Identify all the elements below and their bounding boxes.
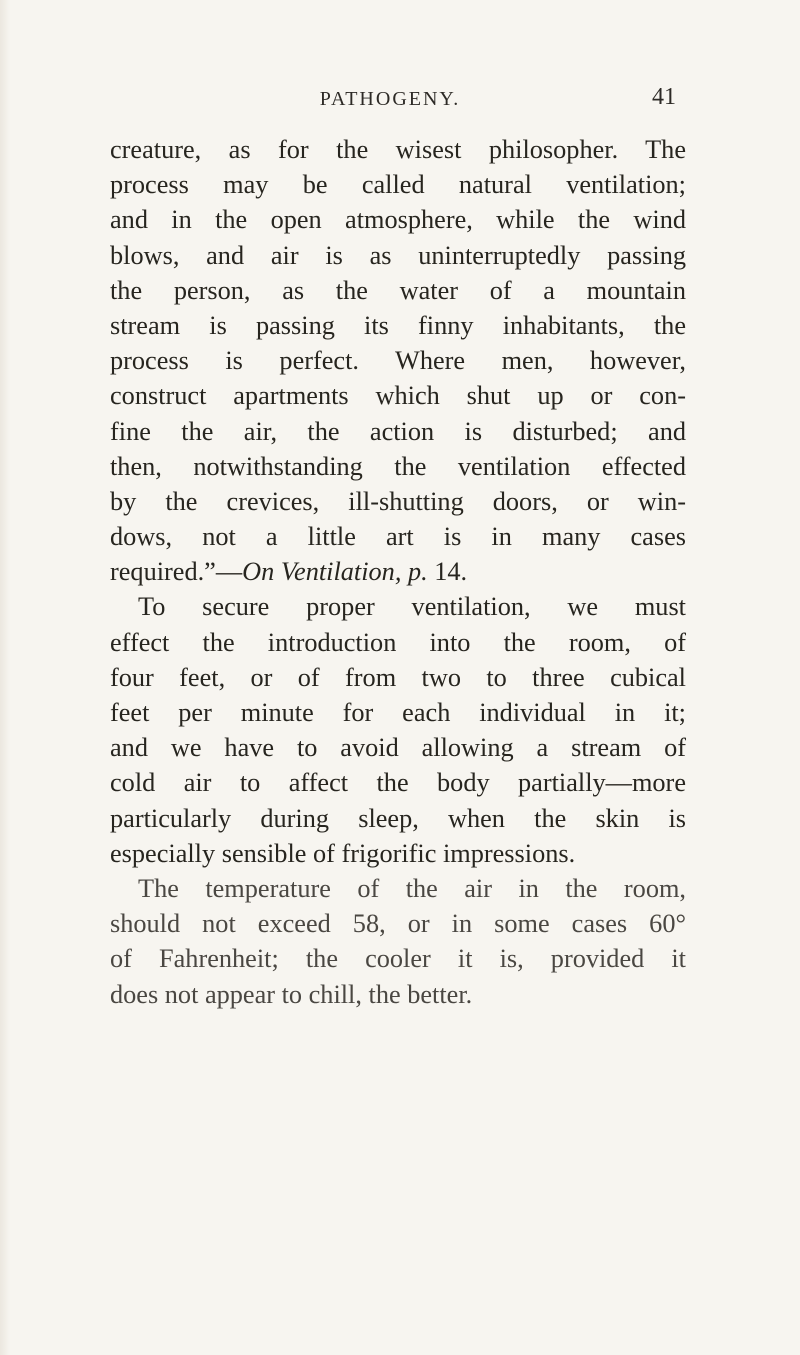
- running-head: PATHOGENY.: [319, 88, 461, 110]
- text-line: then, notwithstanding the ventilation effected: [110, 451, 686, 481]
- citation-source: On Ventilation, p.: [242, 557, 428, 587]
- text-line: fine the air, the action is disturbed; and: [110, 416, 686, 446]
- text-line: stream is passing its finny inhabitants, the: [110, 310, 686, 340]
- text-line: cold air to affect the body partially—more: [110, 768, 686, 798]
- citation-lead: required.”—: [110, 557, 243, 587]
- text-line: by the crevices, ill-shutting doors, or win-: [110, 486, 686, 516]
- text-line: creature, as for the wisest philosopher. The: [110, 135, 686, 164]
- text-line: of Fahrenheit; the cooler it is, provided it: [110, 944, 686, 974]
- citation-page: 14.: [427, 557, 468, 587]
- page-gutter-shadow: [0, 0, 10, 1355]
- page-number: 41: [652, 84, 676, 110]
- text-line: effect the introduction into the room, of: [110, 627, 686, 657]
- text-line: particularly during sleep, when the skin is: [110, 803, 686, 833]
- text-line: blows, and air is as uninterruptedly passing: [110, 240, 686, 270]
- citation-line: [110, 554, 686, 589]
- text-line: construct apartments which shut up or con-: [110, 381, 686, 411]
- paragraph-start-line: The temperature of the air in the room,: [138, 873, 686, 903]
- text-line: the person, as the water of a mountain: [110, 275, 686, 305]
- text-line: and we have to avoid allowing a stream of: [110, 733, 686, 763]
- text-line: dows, not a little art is in many cases: [110, 522, 686, 552]
- text-line: four feet, or of from two to three cubical: [110, 662, 686, 692]
- text-line: process is perfect. Where men, however,: [110, 346, 686, 376]
- paragraph-start-line: To secure proper ventilation, we must: [138, 592, 686, 622]
- page-header: [110, 82, 676, 122]
- text-line: feet per minute for each individual in it;: [110, 698, 686, 727]
- text-line: does not appear to chill, the better.: [110, 979, 473, 1009]
- text-line: especially sensible of frigorific impressions.: [110, 838, 576, 868]
- text-line: process may be called natural ventilation;: [110, 170, 686, 200]
- body-text: [110, 132, 686, 1012]
- text-line: and in the open atmosphere, while the wind: [110, 205, 686, 235]
- text-line: should not exceed 58, or in some cases 60°: [110, 909, 686, 939]
